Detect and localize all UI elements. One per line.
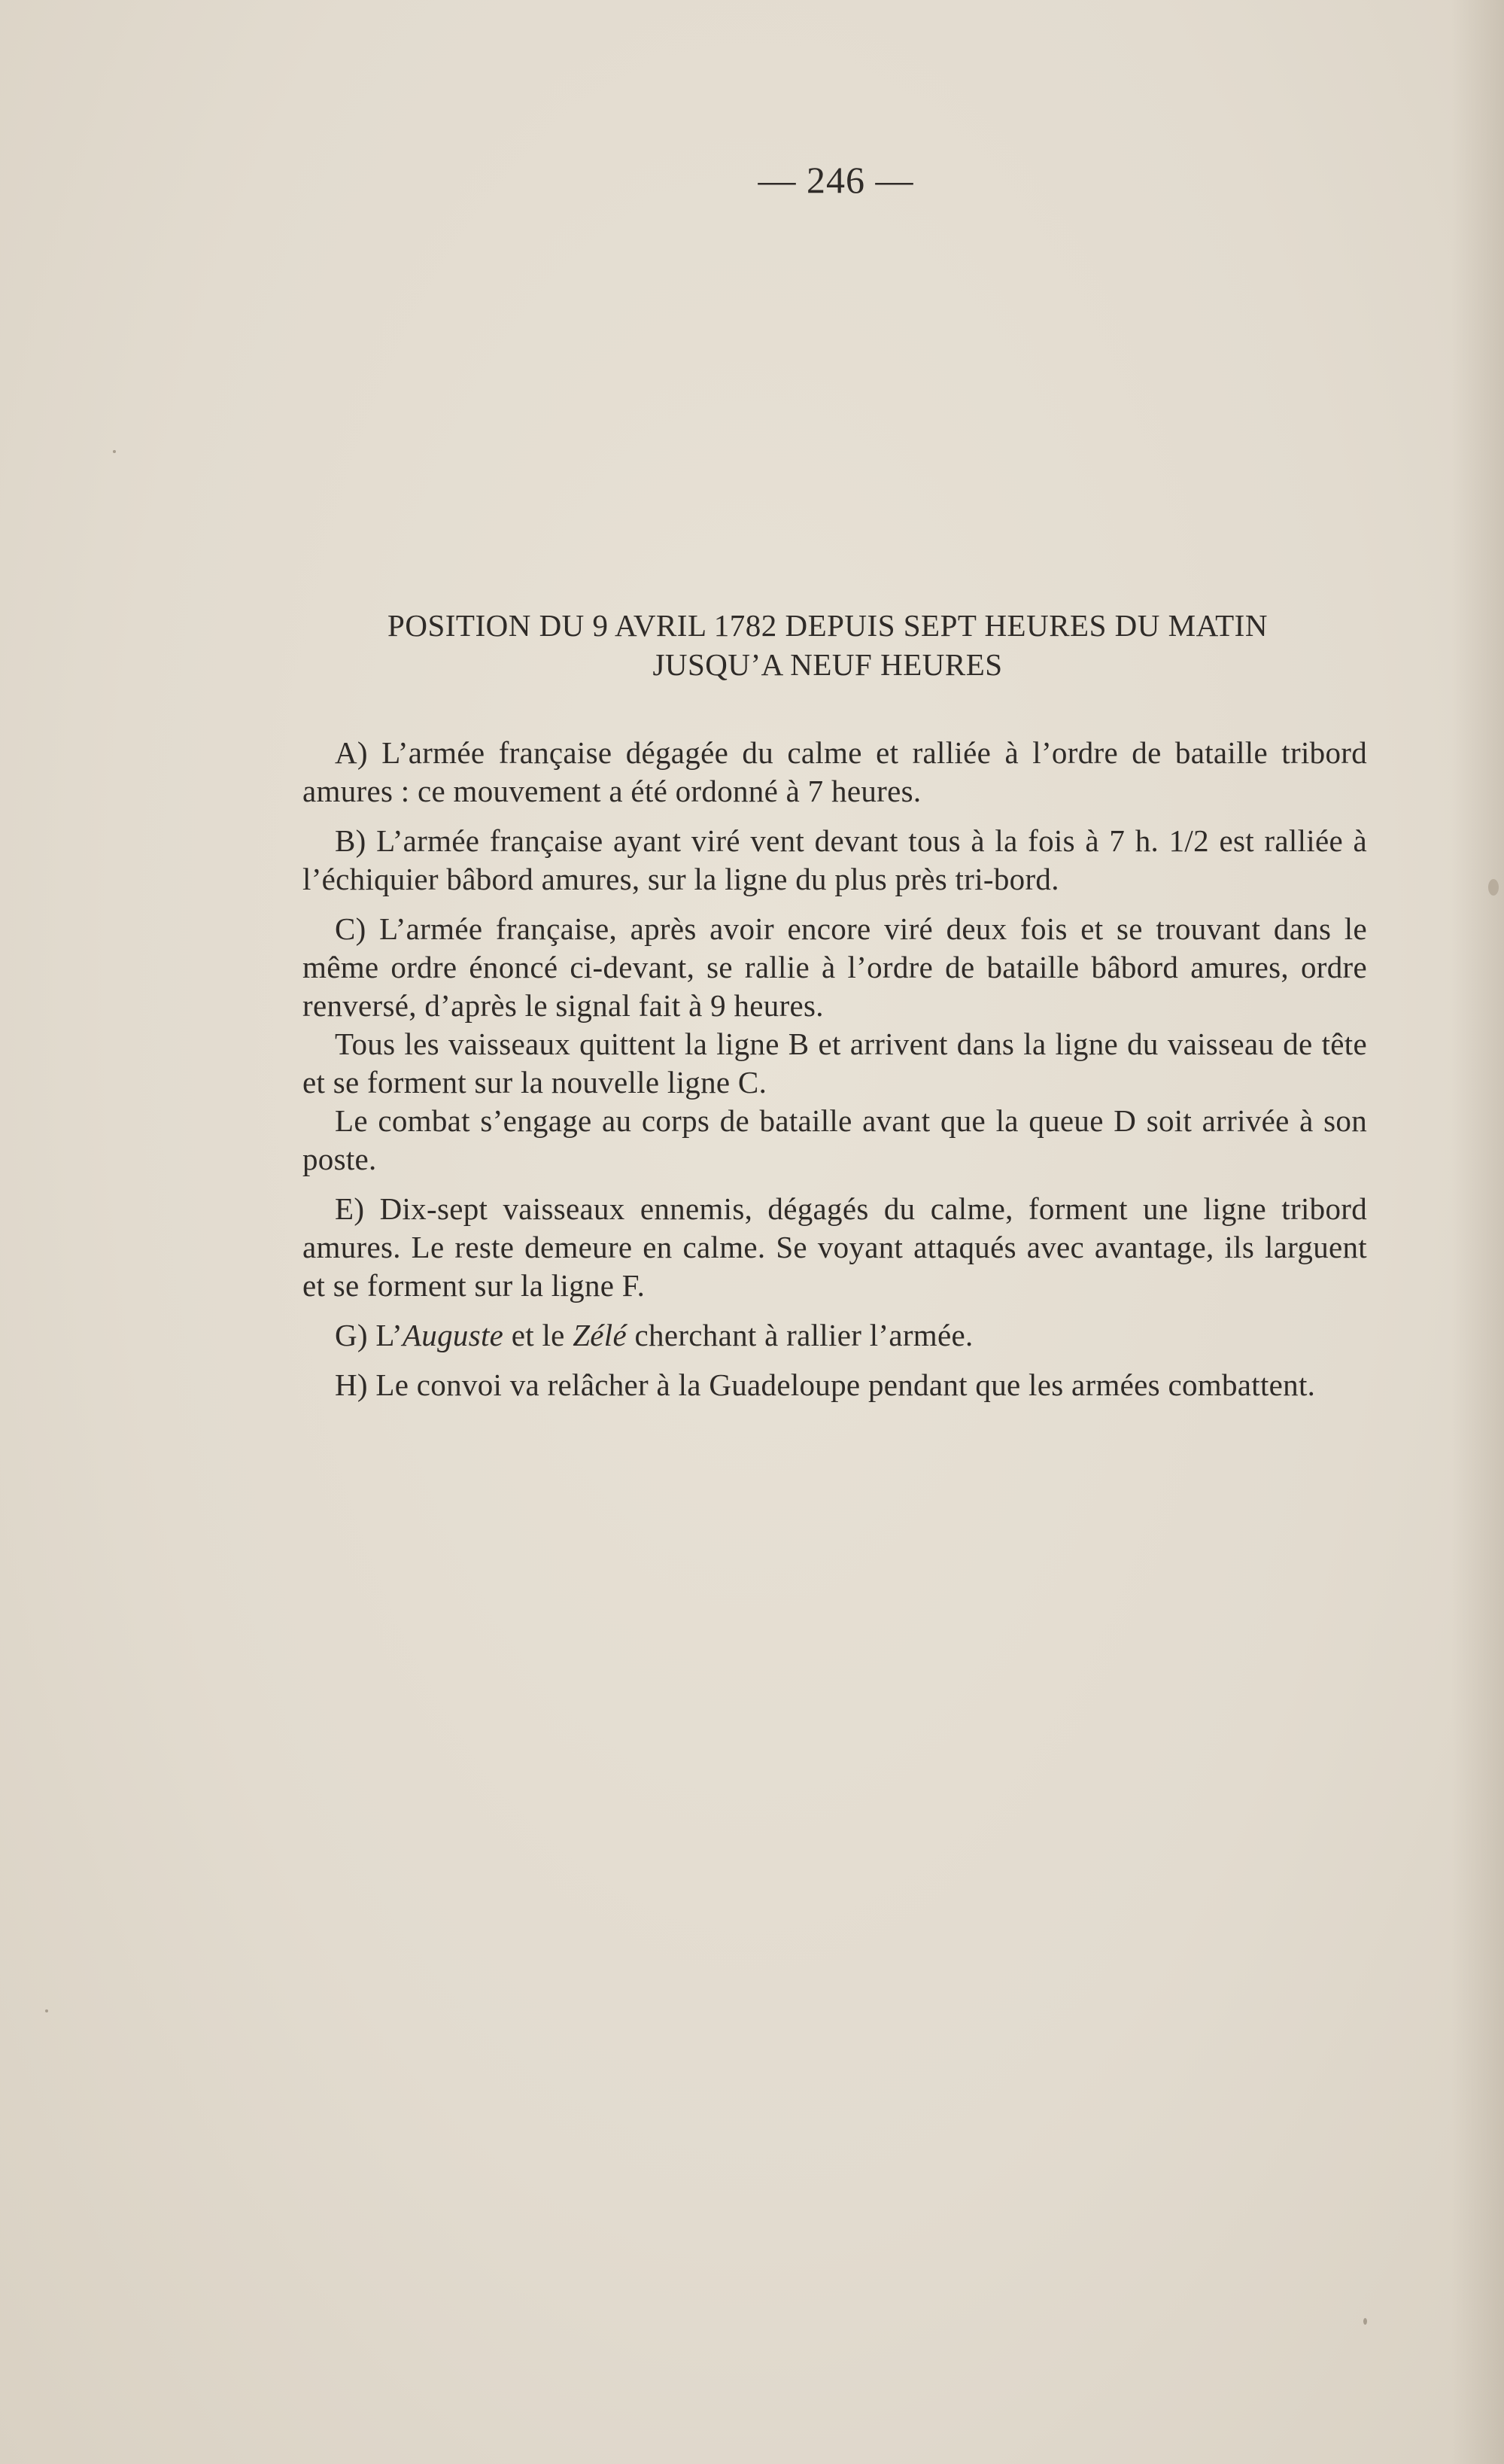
paragraph-e: E) Dix-sept vaisseaux ennemis, dégagés du calme, forment une ligne tribord amures. Le reste demeure en calme. Se voyant attaqués avec avantage, ils larguent et se forment sur la ligne F.: [302, 1191, 1367, 1303]
paper-speck: [1363, 2318, 1367, 2325]
heading-line-2: JUSQU’A NEUF HEURES: [652, 647, 1003, 682]
page-number: — 246 —: [758, 159, 914, 201]
heading-line-1: POSITION DU 9 AVRIL 1782 DEPUIS SEPT HEURES DU MATIN: [387, 608, 1268, 643]
paper-speck: [45, 2009, 48, 2012]
paragraph-g: [302, 1316, 1367, 1355]
paragraph-g-middle: et le: [503, 1318, 573, 1352]
paper-speck: [113, 450, 116, 453]
paragraph-a: A) L’armée française dégagée du calme et ralliée à l’ordre de bataille tribord amures : ce mouvement a été ordonné à 7 heures.: [302, 735, 1367, 808]
ship-name-auguste: Auguste: [402, 1318, 504, 1352]
paragraph-h: H) Le convoi va relâcher à la Guadeloupe pendant que les armées combattent.: [335, 1367, 1316, 1402]
paragraph-c: C) L’armée française, après avoir encore viré deux fois et se trouvant dans le même ordre énoncé ci-devant, se rallie à l’ordre de bataille bâbord amures, ordre renversé, d’après le signal fait à 9 heures.: [302, 911, 1367, 1023]
ship-name-zele: Zélé: [573, 1318, 627, 1352]
paragraph-b: B) L’armée française ayant viré vent devant tous à la fois à 7 h. 1/2 est ralliée à l’échiquier bâbord amures, sur la ligne du plus près tri-bord.: [302, 823, 1367, 896]
section-heading: [301, 606, 1354, 684]
body-text: [302, 734, 1367, 1416]
paper-speck: [1488, 879, 1499, 896]
paragraph-c-continued: Tous les vaisseaux quittent la ligne B et arrivent dans la ligne du vaisseau de tête et se forment sur la nouvelle ligne C.: [302, 1027, 1367, 1100]
paragraph-g-suffix: cherchant à rallier l’armée.: [626, 1318, 974, 1352]
page-edge-shadow: [1451, 0, 1504, 2464]
paragraph-c-combat: Le combat s’engage au corps de bataille avant que la queue D soit arrivée à son poste.: [302, 1103, 1367, 1176]
paragraph-g-prefix: G) L’: [335, 1318, 403, 1352]
